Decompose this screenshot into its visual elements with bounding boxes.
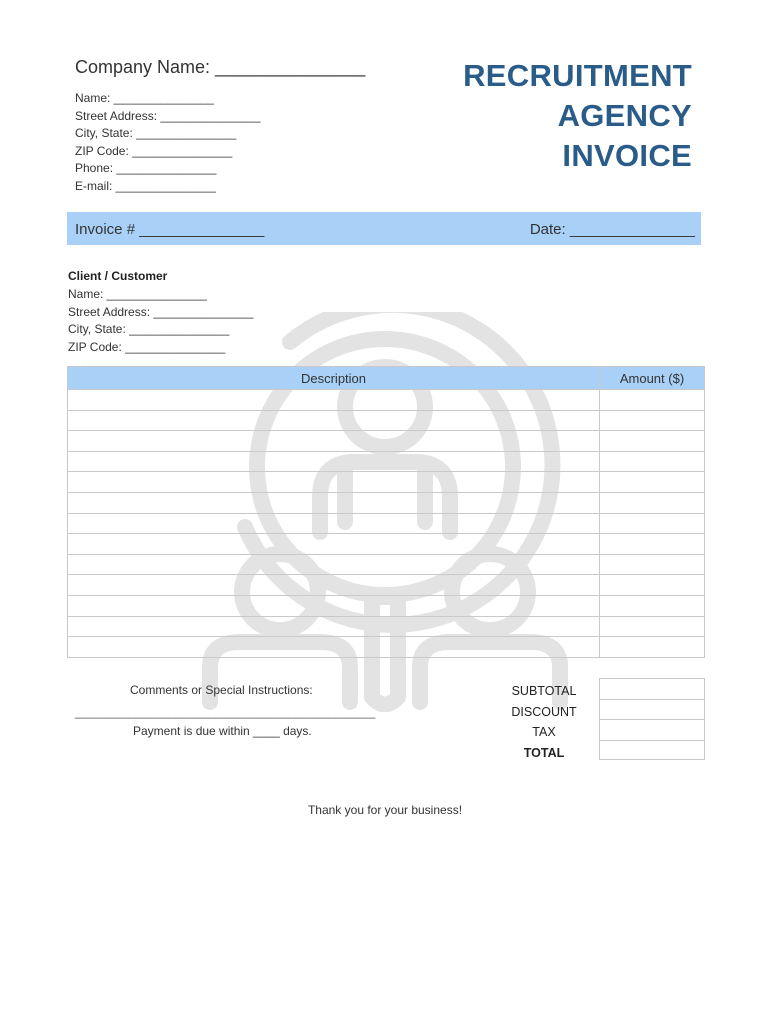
table-row [68, 534, 705, 555]
company-phone-field[interactable]: Phone: _______________ [75, 161, 217, 175]
title-line-1: RECRUITMENT [463, 58, 692, 93]
amount-cell[interactable] [600, 595, 705, 616]
amount-cell[interactable] [600, 616, 705, 637]
amount-cell[interactable] [600, 431, 705, 452]
description-cell[interactable] [68, 595, 600, 616]
description-cell[interactable] [68, 410, 600, 431]
amount-cell[interactable] [600, 513, 705, 534]
comments-label: Comments or Special Instructions: [130, 683, 313, 697]
client-info [68, 286, 253, 356]
company-email-field[interactable]: E-mail: _______________ [75, 178, 216, 193]
amount-cell[interactable] [600, 534, 705, 555]
description-cell[interactable] [68, 554, 600, 575]
table-row [68, 472, 705, 493]
amount-cell[interactable] [600, 451, 705, 472]
payment-terms[interactable]: Payment is due within ____ days. [133, 724, 312, 738]
description-cell[interactable] [68, 431, 600, 452]
amount-cell[interactable] [600, 410, 705, 431]
description-cell[interactable] [68, 451, 600, 472]
amount-cell[interactable] [600, 554, 705, 575]
description-cell[interactable] [68, 575, 600, 596]
amount-cell[interactable] [600, 492, 705, 513]
comments-line[interactable]: _____________________________________________ [75, 705, 376, 719]
thank-you-note: Thank you for your business! [307, 803, 463, 817]
amount-cell[interactable] [600, 575, 705, 596]
tax-label: TAX [532, 725, 556, 739]
amount-cell[interactable] [600, 390, 705, 411]
client-name-field[interactable]: Name: _______________ [68, 287, 207, 301]
subtotal-label: SUBTOTAL [511, 684, 577, 698]
amount-cell[interactable] [600, 472, 705, 493]
line-items-table [67, 366, 705, 658]
company-name-line[interactable]: Company Name: _______________ [75, 57, 366, 77]
table-row [68, 575, 705, 596]
company-name-field[interactable]: Name: _______________ [75, 91, 214, 105]
table-row [68, 410, 705, 431]
description-cell[interactable] [68, 492, 600, 513]
table-header-row [68, 367, 705, 390]
table-row [68, 492, 705, 513]
table-row [68, 595, 705, 616]
description-cell[interactable] [68, 534, 600, 555]
table-row [68, 616, 705, 637]
description-cell[interactable] [68, 637, 600, 658]
client-zip-field[interactable]: ZIP Code: _______________ [68, 339, 226, 354]
description-header: Description [68, 367, 600, 390]
total-value-cell[interactable] [599, 740, 705, 761]
client-city-state-field[interactable]: City, State: _______________ [68, 322, 230, 336]
amount-header: Amount ($) [600, 367, 705, 390]
description-cell[interactable] [68, 513, 600, 534]
subtotal-value-cell[interactable] [599, 678, 705, 699]
table-row [68, 451, 705, 472]
table-row [68, 431, 705, 452]
table-row [68, 390, 705, 411]
client-heading: Client / Customer [68, 269, 168, 283]
invoice-number-field[interactable]: Invoice # _______________ [75, 221, 265, 238]
title-line-3: INVOICE [562, 138, 692, 173]
table-row [68, 513, 705, 534]
document-title [463, 56, 692, 176]
date-field[interactable]: Date: _______________ [529, 221, 695, 238]
description-cell[interactable] [68, 616, 600, 637]
totals-labels [500, 681, 588, 763]
client-street-field[interactable]: Street Address: _______________ [68, 304, 254, 319]
description-cell[interactable] [68, 390, 600, 411]
company-zip-field[interactable]: ZIP Code: _______________ [75, 143, 233, 158]
tax-value-cell[interactable] [599, 719, 705, 740]
company-city-state-field[interactable]: City, State: _______________ [75, 126, 237, 140]
total-label: TOTAL [523, 745, 565, 760]
totals-boxes [599, 678, 705, 760]
company-info [75, 90, 260, 195]
table-row [68, 637, 705, 658]
title-line-2: AGENCY [557, 98, 692, 133]
description-cell[interactable] [68, 472, 600, 493]
discount-value-cell[interactable] [599, 699, 705, 720]
company-street-field[interactable]: Street Address: _______________ [75, 108, 261, 123]
discount-label: DISCOUNT [511, 704, 577, 719]
table-row [68, 554, 705, 575]
table-body [68, 390, 705, 658]
amount-cell[interactable] [600, 637, 705, 658]
